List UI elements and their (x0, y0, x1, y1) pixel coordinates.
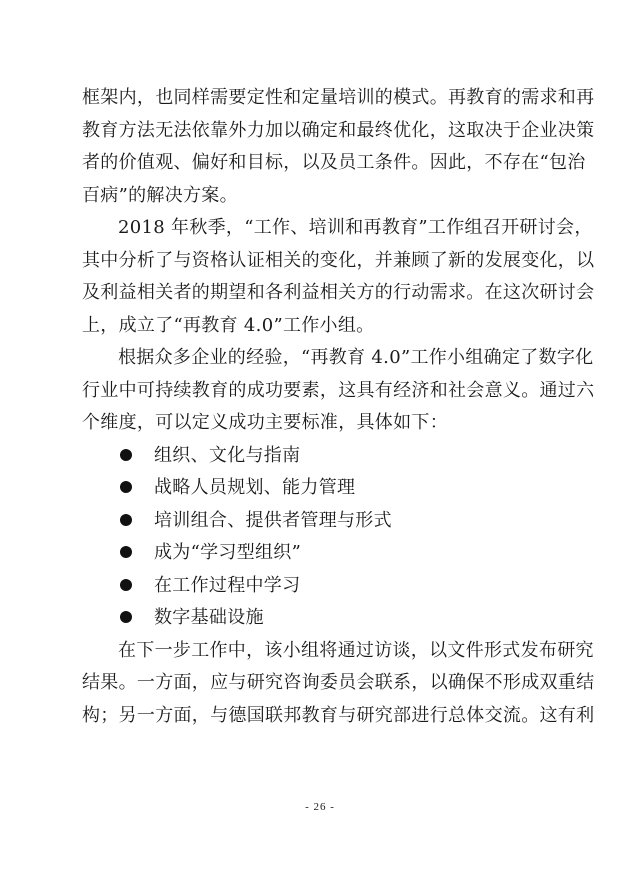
text-line: 百病”的解决方案。 (82, 184, 238, 206)
text-line: 上，成立了“再教育 4.0”工作小组。 (82, 314, 375, 336)
text-line: 教育方法无法依靠外力加以确定和最终优化，这取决于企业决策 (82, 119, 595, 141)
paragraph (82, 635, 595, 733)
bullet-dot-icon (120, 514, 132, 526)
text-line: 者的价值观、偏好和目标，以及员工条件。因此，不存在“包治 (82, 152, 586, 173)
list-item-text: 组织、文化与指南 (154, 444, 301, 466)
text-line: 构；另一方面，与德国联邦教育与研究部进行总体交流。这有利 (82, 704, 595, 726)
list-item (82, 602, 560, 635)
list-item-text: 成为“学习型组织” (154, 542, 302, 563)
bullet-list (82, 440, 560, 635)
text-line: 在下一步工作中，该小组将通过访谈，以文件形式发布研究 (118, 639, 594, 661)
paragraph (82, 342, 595, 440)
paragraph (82, 212, 595, 342)
list-item-text: 战略人员规划、能力管理 (154, 477, 356, 498)
text-line: 及利益相关者的期望和各利益相关方的行动需求。在这次研讨会 (82, 282, 595, 303)
bullet-dot-icon (120, 546, 132, 558)
paragraph (82, 82, 595, 212)
page-number: - 26 - (305, 801, 335, 813)
list-item (82, 505, 560, 538)
text-line: 其中分析了与资格认证相关的变化，并兼顾了新的发展变化，以 (82, 249, 595, 271)
bullet-dot-icon (120, 579, 132, 591)
list-item-text: 在工作过程中学习 (154, 574, 301, 596)
list-item-text: 数字基础设施 (154, 607, 264, 628)
text-line: 2018 年秋季，“工作、培训和再教育”工作组召开研讨会， (118, 217, 593, 238)
text-line: 个维度，可以定义成功主要标准，具体如下： (82, 412, 448, 433)
text-line: 结果。一方面，应与研究咨询委员会联系，以确保不形成双重结 (82, 672, 595, 693)
bullet-dot-icon (120, 481, 132, 493)
list-item (82, 440, 560, 473)
bullet-dot-icon (120, 611, 132, 623)
text-line: 根据众多企业的经验，“再教育 4.0”工作小组确定了数字化 (118, 347, 594, 368)
text-line: 行业中可持续教育的成功要素，这具有经济和社会意义。通过六 (82, 379, 595, 401)
list-item (82, 570, 560, 603)
text-line: 框架内，也同样需要定性和定量培训的模式。再教育的需求和再 (82, 87, 595, 108)
bullet-dot-icon (120, 449, 132, 461)
list-item (82, 537, 560, 570)
list-item-text: 培训组合、提供者管理与形式 (154, 509, 392, 531)
document-body (82, 82, 595, 732)
list-item (82, 472, 560, 505)
